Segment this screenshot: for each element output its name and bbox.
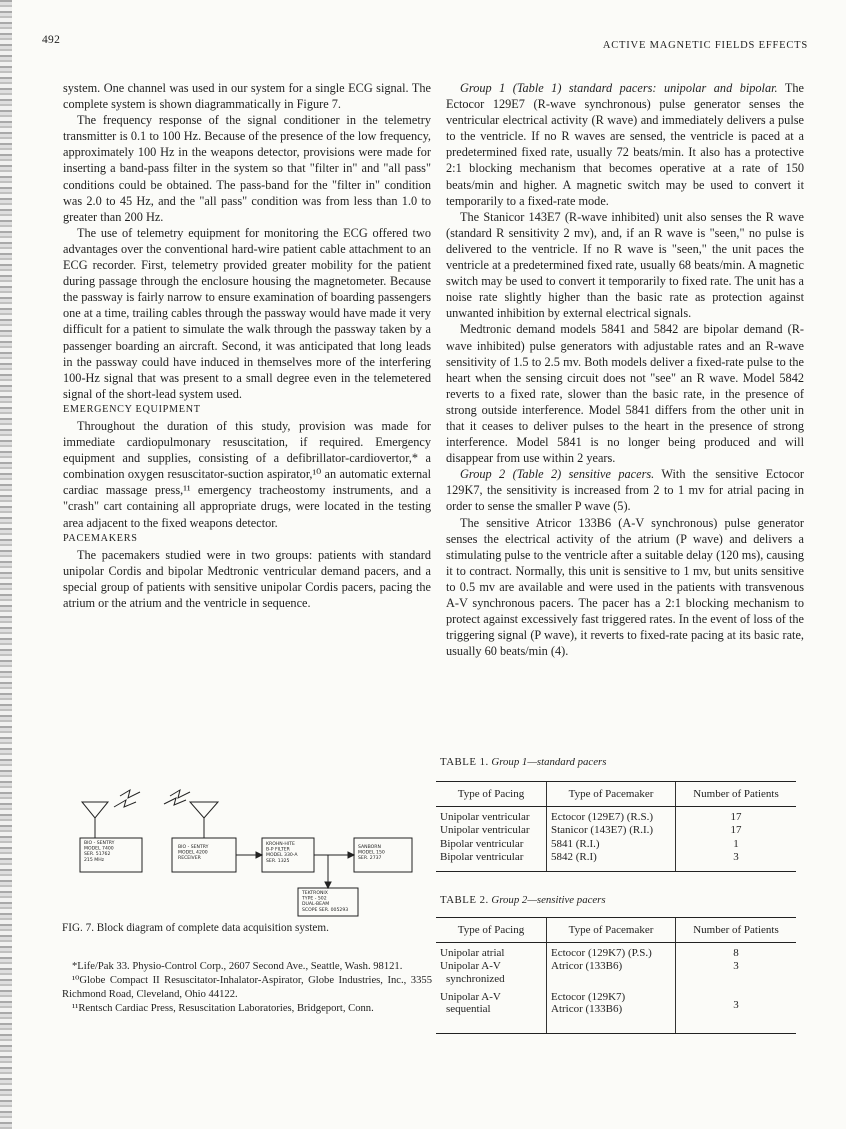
- table-cell: 1: [676, 837, 797, 850]
- table-row: [436, 850, 796, 872]
- paragraph: The pacemakers studied were in two groups: patients with standard unipolar Cordis and bipolar Medtronic ventricular demand pacers, and a special group of patients with sensitive unipolar Cordis pacers, pacing the atrium or the atrium and the ventricle in sequence.: [63, 547, 431, 610]
- paragraph: system. One channel was used in our system for a single ECG signal. The complete system is shown diagrammatically in Figure 7.: [63, 81, 431, 112]
- diagram-label: SER. 2737: [358, 856, 382, 862]
- footnotes: [62, 960, 432, 1017]
- footnote: ¹⁰Globe Compact II Resuscitator-Inhalator-Aspirator, Globe Industries, Inc., 3355 Richmond Road, Cleveland, Ohio 44122.: [62, 975, 432, 1000]
- diagram-label: SER. 51762: [84, 852, 111, 858]
- column-header: Number of Patients: [676, 782, 797, 807]
- paragraph: Medtronic demand models 5841 and 5842 are bipolar demand (R-wave inhibited) pulse generators with adjustable rates and an R-wave sensitivity of 1.5 to 2.5 mv. Both models deliver a fixed-rate pulse to the heart when the sensing circuit does not "see" an R wave. Model 5842 reverts to a fixed rate, slower than the basic rate, in the presence of strong outside interference. Model 5841 differs from the other unit in that it ceases to deliver pulses to the heart in the presence of strong interference. Model 5841 is no longer being produced and will disappear from use within 2 years.: [446, 322, 804, 466]
- diagram-label: BIO - SENTRY: [178, 845, 209, 850]
- running-head: ACTIVE MAGNETIC FIELDS EFFECTS: [602, 40, 808, 51]
- table-cell: Stanicor (143E7) (R.I.): [547, 823, 676, 836]
- recorder-box: [354, 838, 412, 872]
- table-cell: Unipolar ventricular: [440, 824, 530, 837]
- column-header: Type of Pacemaker: [547, 918, 676, 943]
- diagram-label: KROHN-HITE: [266, 842, 295, 847]
- table-cell: 3: [676, 959, 797, 985]
- section-heading-pacemakers: PACEMAKERS: [63, 532, 138, 544]
- table-row: [436, 943, 796, 960]
- run-in-heading-group-2: Group 2 (Table 2) sensitive pacers.: [460, 467, 655, 482]
- diagram-label: RECEIVER: [178, 856, 201, 862]
- table-cell: Unipolar A-V synchronized: [440, 960, 505, 985]
- diagram-label: TYPE - 502: [302, 896, 327, 902]
- paragraph: [446, 466, 804, 514]
- table-header-row: [436, 918, 796, 943]
- diagram-label: MODEL 150: [358, 850, 385, 856]
- svg-text:BIO - SENTRYMODEL 7400SER. 517: [84, 840, 115, 863]
- figure-7-block-diagram: [62, 780, 434, 930]
- svg-text:KROHN-HITEB-P FILTERMODEL 330-: [266, 841, 298, 864]
- diagram-label: 215 MHz: [84, 857, 105, 863]
- table-row: [436, 959, 796, 985]
- diagram-label: B-P FILTER: [266, 847, 290, 853]
- column-header: Number of Patients: [676, 918, 797, 943]
- table-cell: 3: [676, 985, 797, 1034]
- right-column: [446, 80, 804, 659]
- table-cell: Bipolar ventricular: [440, 837, 524, 850]
- scan-edge-artifact: [0, 0, 12, 1129]
- table-title: Group 2—sensitive pacers: [491, 894, 606, 906]
- svg-text:SANBORNMODEL 150SER. 2737: [358, 844, 385, 861]
- table-cell: Atricor (133B6): [547, 959, 676, 985]
- table-header-row: [436, 782, 796, 807]
- paragraph: The frequency response of the signal conditioner in the telemetry transmitter is 0.1 to 100 Hz. Because of the presence of the low frequency, approximately 100 Hz in the weapons detector, provisions were made for inserting a band-pass filter in the system so that "filter in" and "all pass" conditions could be obtained. The pass-band for the "filter in" condition was 2.0 to 45 Hz, and the "all pass" condition was from less than 1.0 to greater than 200 Hz.: [63, 113, 431, 224]
- transmitter-box: [80, 838, 142, 872]
- paragraph-text: With the sensitive Ectocor 129K7, the sensitivity is increased from 2 to 1 mv for atrial pacing in order to sense the smaller P wave (5).: [446, 467, 804, 514]
- table-cell: Ectocor (129K7) (P.S.): [547, 943, 676, 960]
- table-row: [436, 985, 796, 1034]
- band-pass-filter-box: [262, 838, 314, 872]
- table-cell: 17: [676, 807, 797, 824]
- column-header: Type of Pacemaker: [547, 782, 676, 807]
- diagram-label: SCOPE SER. 005293: [302, 907, 349, 913]
- receiver-antenna-icon: [190, 802, 218, 838]
- paragraph: Throughout the duration of this study, provision was made for immediate cardiopulmonary resuscitation, if required. Emergency equipment and supplies, consisting of a defibrillator-cardiovertor,* a combination oxygen resuscitator-suction aspirator,¹⁰ an automatic external cardiac massage press,¹¹ emergency tracheostomy instruments, and a "crash" cart containing all appropriate drugs, were located in the testing area adjacent to the fixed weapons detector.: [63, 418, 431, 530]
- table-cell: 17: [676, 823, 797, 836]
- radio-wave-icon: [114, 790, 190, 807]
- table-cell: Bipolar ventricular: [436, 850, 547, 872]
- column-header: Type of Pacing: [436, 918, 547, 943]
- diagram-label: SANBORN: [358, 845, 381, 850]
- svg-text:TEKTRONIXTYPE - 502DUAL-BEAMSC: [301, 890, 348, 913]
- paragraph: The sensitive Atricor 133B6 (A-V synchronous) pulse generator senses the electrical activity of the atrium (P wave) and delivers a stimulating pulse to the ventricle after a suitable delay (120 ms), causing it to contract. Normally, this unit is sensitive to 1 mv, but units sensitive to 0.5 mv are available and were used in the patients with transvenous A-V synchronous pacers. The pacer has a 2:1 blocking mechanism to protect against excessively fast triggered rates. In the event of loss of the triggering signal (P wave), it reverts to fixed-rate pacing at its basic rate, usually 60 beats/min (4).: [446, 515, 804, 659]
- footnote: *Life/Pak 33. Physio-Control Corp., 2607 Second Ave., Seattle, Wash. 98121.: [72, 961, 403, 972]
- table-title: Group 1—standard pacers: [491, 756, 607, 768]
- table-cell: Ectocor (129K7) Atricor (133B6): [547, 985, 676, 1034]
- figure-caption: FIG. 7. Block diagram of complete data acquisition system.: [62, 922, 329, 934]
- diagram-label: TEKTRONIX: [302, 891, 328, 896]
- run-in-heading-group-1: Group 1 (Table 1) standard pacers: unipolar and bipolar.: [460, 81, 778, 95]
- diagram-label: SER. 1325: [266, 858, 290, 864]
- block-diagram-svg: [62, 780, 434, 920]
- table-row: [436, 807, 796, 824]
- column-header: Type of Pacing: [436, 782, 547, 807]
- table-cell: 8: [676, 943, 797, 960]
- table-2: [436, 917, 796, 1034]
- table-cell: Ectocor (129E7) (R.S.): [547, 807, 676, 824]
- svg-text:BIO - SENTRYMODEL 4200RECEIVER: [178, 844, 209, 861]
- diagram-label: MODEL 330-A: [266, 853, 298, 859]
- table-1-caption: [440, 756, 606, 768]
- diagram-label: BIO - SENTRY: [84, 841, 115, 846]
- paragraph: [446, 80, 804, 209]
- table-cell: Unipolar atrial: [440, 947, 505, 959]
- oscilloscope-box: [298, 888, 358, 916]
- paragraph-text: The Ectocor 129E7 (R-wave synchronous) pulse generator senses the ventricular electrical activity (R wave) and immediately delivers a pulse to the ventricle. If no R waves are sensed, the ventricle is paced at a predetermined fixed rate, usually 72 beats/min. It also has a protective 2:1 blocking mechanism that becomes operative at a rate of 150 beats/min and higher. A magnetic switch may be used to convert it temporarily to a fixed-rate mode.: [446, 81, 804, 208]
- receiver-box: [172, 838, 236, 872]
- diagram-label: DUAL-BEAM: [302, 902, 330, 908]
- table-cell: Unipolar ventricular: [440, 811, 530, 823]
- table-row: [436, 837, 796, 850]
- table-label: TABLE 1.: [440, 756, 489, 768]
- table-2-caption: [440, 894, 606, 906]
- diagram-label: MODEL 7400: [84, 846, 114, 852]
- footnote: ¹¹Rentsch Cardiac Press, Resuscitation Laboratories, Bridgeport, Conn.: [72, 1003, 374, 1015]
- table-cell: 3: [676, 850, 797, 872]
- page-number: 492: [42, 34, 61, 46]
- diagram-label: MODEL 4200: [178, 850, 208, 856]
- table-cell: 5841 (R.I.): [547, 837, 676, 850]
- paragraph: The Stanicor 143E7 (R-wave inhibited) unit also senses the R wave (standard R sensitivity 2 mv), and, if an R wave is "seen," no pulse is delivered to the ventricle. If no R wave is "seen," the unit paces the ventricle at a predetermined fixed rate, usually 68 beats/min. A magnetic switch may be used to convert it temporarily to fixed rate. The unit has a noise rate slightly higher than the basic rate as protection against unwanted inhibition by external electrical signals.: [446, 209, 804, 321]
- left-column: [63, 80, 431, 611]
- transmitter-antenna-icon: [82, 802, 108, 838]
- paragraph: The use of telemetry equipment for monitoring the ECG offered two advantages over the conventional hard-wire patient cable attachment to an ECG recorder. First, telemetry provided greater mobility for the patient during passage through the enclosure housing the magnetometer. Because the passway is fairly narrow to ensure examination of boarding passengers one at a time, trailing cables through the passway would have made it very difficult for a patient to simulate the walk through the passway taken by a passenger boarding an aircraft. Second, it was anticipated that long leads in the passway could have induced in themselves more of the interfering 100-Hz signal that was present to a small degree even in the telemetered signal of the short-lead system used.: [63, 225, 431, 401]
- table-cell: Unipolar A-V sequential: [436, 985, 547, 1034]
- table-1: [436, 781, 796, 872]
- table-cell: 5842 (R.I): [547, 850, 676, 872]
- table-row: [436, 823, 796, 836]
- table-label: TABLE 2.: [440, 894, 489, 906]
- section-heading-emergency-equipment: EMERGENCY EQUIPMENT: [63, 403, 201, 415]
